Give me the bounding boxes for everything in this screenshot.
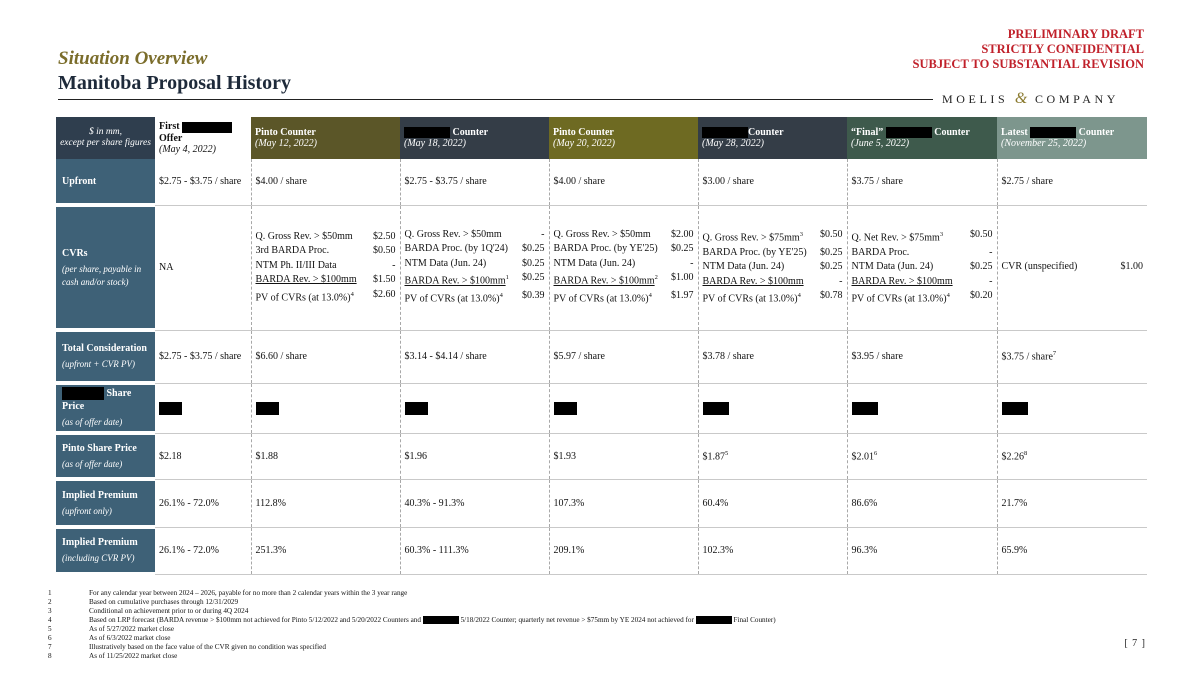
cvr-term: BARDA Rev. > $100mm: [851, 275, 953, 287]
cvr-value: $0.50: [820, 228, 843, 240]
cvr-value: $0.25: [671, 243, 694, 255]
header-first-offer: [155, 117, 251, 159]
cvr-line: [554, 257, 694, 272]
latest-counter-name-b: Counter: [1078, 126, 1115, 138]
logo-ampersand: &: [1014, 90, 1029, 107]
latest-counter-date: (November 25, 2022): [1001, 138, 1087, 150]
cvr-line: [405, 289, 545, 307]
header-label-line-2: except per share figures: [60, 138, 151, 148]
redaction-box: [886, 127, 932, 138]
cvrs-label: CVRs: [62, 247, 88, 259]
cvr-term: NTM Ph. II/III Data: [255, 259, 337, 271]
final-counter-date: (June 5, 2022): [851, 138, 910, 150]
cvr-term: PV of CVRs (at 13.0%): [702, 293, 798, 305]
premium-cvr-label: Implied Premium: [62, 537, 138, 548]
table-cell: 102.3%: [698, 527, 847, 574]
company-logo: [942, 90, 1119, 108]
counter-may18-date: (May 18, 2022): [404, 138, 466, 150]
latest-counter-name-a: Latest: [1001, 126, 1028, 138]
footnote-ref: 3: [799, 230, 803, 238]
cvr-term: PV of CVRs (at 13.0%): [255, 291, 351, 303]
header-label-cell: [56, 117, 155, 159]
footnote: [48, 625, 776, 634]
table-cell: $1.93: [549, 433, 698, 479]
total-label: Total Consideration: [62, 343, 147, 354]
table-cell: $4.00 / share: [549, 159, 698, 205]
cvr-value: $0.20: [970, 290, 993, 302]
table-cell: $2.75 - $3.75 / share: [400, 159, 549, 205]
cvr-cell-c2: [251, 205, 400, 330]
footnote-ref: 7: [1052, 350, 1057, 358]
cvr-term: NTM Data (Jun. 24): [702, 261, 785, 273]
table-cell: 107.3%: [549, 479, 698, 527]
table-cell: $5.97 / share: [549, 330, 698, 383]
pinto-price-label: Pinto Share Price: [62, 442, 137, 454]
footnote-ref: 4: [350, 290, 354, 298]
draft-line-1: PRELIMINARY DRAFT: [1007, 27, 1144, 41]
redaction-box: [405, 402, 428, 415]
cvr-value: $0.25: [522, 272, 545, 284]
cvr-term: BARDA Rev. > $100mm: [255, 274, 357, 286]
footnote-text-a: Based on LRP forecast (BARDA revenue > $100mm not achieved for Pinto 5/12/2022 and 5/20/2022 Counters and: [89, 616, 421, 624]
table-cell: 60.3% - 111.3%: [400, 527, 549, 574]
cvr-cell-c6: [847, 205, 997, 330]
cvr-line: [256, 230, 396, 245]
cvr-value: -: [839, 275, 843, 287]
redaction-box: [702, 127, 748, 138]
cvr-value: $1.50: [373, 274, 396, 286]
cvr-term: BARDA Proc. (by YE'25): [553, 243, 658, 255]
pinto-price-value: $2.01: [851, 451, 874, 463]
premium-upfront-label: Implied Premium: [62, 489, 138, 501]
cvr-value: -: [392, 259, 396, 271]
footnote: [48, 598, 776, 607]
redaction-box: [423, 616, 459, 624]
cvr-value: $0.39: [522, 290, 545, 302]
table-cell: $3.95 / share: [847, 330, 997, 383]
cvr-line: [852, 246, 993, 261]
redaction-box: [182, 122, 232, 133]
upfront-label: Upfront: [62, 175, 97, 187]
footnote-number: 6: [48, 634, 52, 642]
table-cell: $1.96: [400, 433, 549, 479]
footnote-number: 4: [48, 616, 52, 624]
row-label-total: [56, 330, 155, 383]
header-counter-may28: [698, 117, 847, 159]
cvr-cell-c7: [997, 205, 1147, 330]
table-cell: $6.60 / share: [251, 330, 400, 383]
pinto-counter-2-date: (May 20, 2022): [553, 138, 615, 149]
table-cell: [155, 383, 251, 433]
cvr-line: [852, 260, 993, 275]
cvr-value: $0.78: [820, 290, 843, 302]
footnote-ref: 4: [499, 292, 503, 300]
row-total-consideration: [56, 330, 1147, 383]
price-label: Price: [62, 401, 85, 413]
table-cell: $2.75 - $3.75 / share: [155, 159, 251, 205]
footnote-number: 2: [48, 598, 52, 606]
table-cell: 26.1% - 72.0%: [155, 479, 251, 527]
cvr-value: $1.00: [671, 272, 694, 284]
cvr-term: Q. Gross Rev. > $50mm: [553, 228, 651, 240]
footnote-number: 8: [48, 652, 52, 660]
cvr-line: [256, 259, 396, 274]
cvr-line: [703, 275, 843, 290]
table-cell: $3.00 / share: [698, 159, 847, 205]
redaction-box: [159, 402, 182, 415]
cvr-value: $0.25: [820, 246, 843, 258]
cvr-value: $0.25: [522, 243, 545, 255]
redaction-box: [1030, 127, 1076, 138]
row-label-upfront: [56, 159, 155, 205]
table-cell: [400, 383, 549, 433]
cvr-term: BARDA Proc. (by YE'25): [702, 246, 807, 258]
footnote-ref: 2: [654, 274, 658, 282]
cvr-term: Q. Gross Rev. > $75mm: [702, 232, 800, 244]
cvr-line: [554, 271, 694, 289]
table-cell: 209.1%: [549, 527, 698, 574]
cvr-term: CVR (unspecified): [1001, 261, 1078, 273]
cvrs-sublabel: (per share, payable in cash and/or stock): [62, 263, 142, 287]
footnote-text-b: 5/18/2022 Counter; quarterly net revenue > $75mm by YE 2024 not achieved for: [460, 616, 694, 624]
footnote-text: As of 6/3/2022 market close: [89, 634, 171, 642]
cvr-cell-c5: [698, 205, 847, 330]
footnote: [48, 589, 776, 598]
cvr-value: -: [541, 228, 545, 240]
cvr-value: -: [690, 257, 694, 269]
cvr-term: BARDA Proc. (by 1Q'24): [404, 243, 508, 255]
draft-line-2: STRICTLY CONFIDENTIAL: [981, 42, 1144, 56]
table-cell: [549, 383, 698, 433]
header-pinto-counter-2: [549, 117, 698, 159]
footnote-text-c: Final Counter): [733, 616, 776, 624]
footnote-number: 7: [48, 643, 52, 651]
cvr-value: $0.50: [970, 228, 993, 240]
footnote-text: As of 11/25/2022 market close: [89, 652, 178, 660]
redaction-box: [1002, 402, 1028, 415]
cvr-line: [405, 228, 545, 243]
first-offer-name-2: Offer: [159, 132, 183, 144]
footnote-ref: 4: [946, 292, 950, 300]
table-cell: $2.18: [155, 433, 251, 479]
footnote-ref: 5: [725, 449, 729, 457]
redaction-box: [852, 402, 878, 415]
header-pinto-counter-1: [251, 117, 400, 159]
total-sublabel: (upfront + CVR PV): [62, 359, 135, 369]
cvr-term: NTM Data (Jun. 24): [553, 257, 636, 269]
first-offer-name: First: [159, 121, 180, 133]
cvr-value: $0.25: [820, 261, 843, 273]
header-counter-may18: [400, 117, 549, 159]
table-cell: 40.3% - 91.3%: [400, 479, 549, 527]
cvr-value: $1.00: [1120, 261, 1143, 273]
table-cell: 26.1% - 72.0%: [155, 527, 251, 574]
footnote-number: 3: [48, 607, 52, 615]
row-label-cvrs: [56, 205, 155, 330]
cvr-line: [256, 244, 396, 259]
cvr-term: NTM Data (Jun. 24): [404, 257, 487, 269]
share-price-sublabel: (as of offer date): [62, 417, 123, 428]
final-counter-name-b: Counter: [934, 126, 970, 138]
table-cell: [698, 383, 847, 433]
footnote-ref: 4: [648, 292, 652, 300]
cvr-term: BARDA Proc.: [851, 246, 910, 258]
redaction-box: [404, 127, 450, 138]
table-cell: $3.14 - $4.14 / share: [400, 330, 549, 383]
redaction-box: [703, 402, 729, 415]
table-cell: $4.00 / share: [251, 159, 400, 205]
pinto-counter-2-name: Pinto Counter: [553, 127, 614, 138]
cvr-value: $0.25: [522, 257, 545, 269]
redaction-box: [62, 387, 104, 400]
row-label-pinto-price: [56, 433, 155, 479]
row-label-share-price: [56, 383, 155, 433]
pinto-counter-1-name: Pinto Counter: [255, 127, 316, 138]
table-cell: $1.88: [251, 433, 400, 479]
footnote-number: 5: [48, 625, 52, 633]
cvr-value: $1.97: [671, 290, 694, 302]
cvr-line: [405, 271, 545, 289]
table-cell: [997, 433, 1147, 479]
cvr-value: $0.50: [373, 245, 396, 257]
header-final-counter: [847, 117, 997, 159]
cvr-term: BARDA Rev. > $100mm: [702, 275, 804, 287]
draft-notice: [913, 27, 1144, 72]
redaction-box: [696, 616, 732, 624]
table-cell: [847, 383, 997, 433]
footnote-ref: 8: [1024, 449, 1028, 457]
cvr-line: [852, 275, 993, 290]
cvr-line: [703, 228, 843, 246]
footnote-text: Based on cumulative purchases through 12/31/2029: [89, 598, 239, 606]
footnote-text: Conditional on achievement prior to or during 4Q 2024: [89, 607, 249, 615]
table-cell: 60.4%: [698, 479, 847, 527]
pinto-counter-1-date: (May 12, 2022): [255, 138, 317, 149]
footnote-ref: 6: [874, 449, 878, 457]
section-subtitle: Situation Overview: [58, 48, 208, 69]
footnote: [48, 652, 776, 661]
cvr-value: $2.60: [373, 288, 396, 300]
pinto-price-sublabel: (as of offer date): [62, 458, 123, 469]
row-premium-upfront: [56, 479, 1147, 527]
table-cell: 96.3%: [847, 527, 997, 574]
table-cell: 86.6%: [847, 479, 997, 527]
cvr-line: [554, 242, 694, 257]
counter-may28-date: (May 28, 2022): [702, 138, 764, 150]
table-cell: 21.7%: [997, 479, 1147, 527]
cvr-line: [703, 246, 843, 261]
cvr-line: [703, 289, 843, 307]
row-premium-cvr: [56, 527, 1147, 574]
row-label-premium-cvr: [56, 527, 155, 574]
logo-left: MOELIS: [942, 92, 1009, 106]
first-offer-date: (May 4, 2022): [159, 143, 216, 155]
proposal-history-table: [56, 117, 1147, 576]
cvr-line: [405, 242, 545, 257]
cvr-value: $2.50: [373, 230, 396, 242]
cvr-value: -: [989, 275, 993, 287]
cvr-term: Q. Net Rev. > $75mm: [851, 232, 940, 244]
footnote-text: Illustratively based on the face value of the CVR given no condition was specified: [89, 643, 326, 651]
row-label-premium-upfront: [56, 479, 155, 527]
header-label-line-1: $ in mm,: [89, 127, 122, 137]
cvr-line: [1002, 260, 1144, 275]
table-cell: [698, 433, 847, 479]
table-cell: $2.75 - $3.75 / share: [155, 330, 251, 383]
cvr-term: BARDA Rev. > $100mm: [404, 275, 506, 287]
cvr-term: BARDA Rev. > $100mm: [553, 275, 655, 287]
counter-may28-name: Counter: [748, 126, 784, 138]
premium-upfront-sublabel: (upfront only): [62, 505, 112, 516]
cvr-value: $2.00: [671, 228, 694, 240]
cvr-term: PV of CVRs (at 13.0%): [404, 293, 500, 305]
table-cell: 112.8%: [251, 479, 400, 527]
table-cell: $3.78 / share: [698, 330, 847, 383]
footnotes: [48, 589, 776, 661]
footnote-text: For any calendar year between 2024 – 2026, payable for no more than 2 calendar years within the 3 year range: [89, 589, 408, 597]
cvr-line: [852, 289, 993, 307]
total-latest-value: $3.75 / share: [1001, 351, 1053, 363]
draft-line-3: SUBJECT TO SUBSTANTIAL REVISION: [912, 57, 1144, 71]
cvr-term: NTM Data (Jun. 24): [851, 261, 934, 273]
cvr-term: 3rd BARDA Proc.: [255, 245, 330, 257]
table-cell: $2.75 / share: [997, 159, 1147, 205]
table-cell: $3.75 / share: [847, 159, 997, 205]
page-title: Manitoba Proposal History: [58, 72, 291, 94]
footnote-ref: 3: [939, 230, 944, 238]
footnote-text: [89, 616, 776, 625]
row-share-price: [56, 383, 1147, 433]
cvr-cell-c3: [400, 205, 549, 330]
cvr-term: PV of CVRs (at 13.0%): [553, 293, 649, 305]
pinto-price-value: $1.87: [702, 451, 725, 463]
pinto-price-value: $2.26: [1001, 451, 1024, 463]
row-cvrs: [56, 205, 1147, 330]
footnote-number: 1: [48, 589, 52, 597]
redaction-box: [554, 402, 577, 415]
cvr-line: [256, 273, 396, 288]
logo-right: COMPANY: [1034, 92, 1120, 106]
page-number: [ 7 ]: [1124, 638, 1146, 649]
table-cell: NA: [155, 205, 251, 330]
header-latest-counter: [997, 117, 1147, 159]
cvr-term: PV of CVRs (at 13.0%): [851, 293, 947, 305]
table-cell: [847, 433, 997, 479]
cvr-term: Q. Gross Rev. > $50mm: [404, 228, 502, 240]
cvr-value: $0.25: [970, 261, 993, 273]
table-cell: [997, 330, 1147, 383]
footnote-text: As of 5/27/2022 market close: [89, 625, 175, 633]
table-header-row: [56, 117, 1147, 159]
cvr-line: [554, 289, 694, 307]
cvr-line: [852, 228, 993, 246]
premium-cvr-sublabel: (including CVR PV): [62, 553, 135, 563]
share-label: Share: [106, 387, 132, 399]
counter-may18-name: Counter: [452, 126, 489, 138]
footnote: [48, 616, 776, 625]
cvr-cell-c4: [549, 205, 698, 330]
table-cell: [997, 383, 1147, 433]
header-rule: [58, 99, 933, 100]
cvr-line: [703, 260, 843, 275]
final-counter-name-a: “Final”: [851, 126, 884, 138]
table-cell: [251, 383, 400, 433]
footnote: [48, 643, 776, 652]
cvr-line: [256, 288, 396, 306]
footnote: [48, 634, 776, 643]
cvr-line: [405, 257, 545, 272]
footnote: [48, 607, 776, 616]
cvr-value: -: [989, 246, 993, 258]
table-cell: 65.9%: [997, 527, 1147, 574]
footnote-ref: 1: [505, 274, 509, 282]
footnote-ref: 4: [797, 292, 801, 300]
cvr-line: [554, 228, 694, 243]
table-cell: 251.3%: [251, 527, 400, 574]
row-upfront: [56, 159, 1147, 205]
row-pinto-share-price: [56, 433, 1147, 479]
cvr-term: Q. Gross Rev. > $50mm: [255, 230, 353, 242]
redaction-box: [256, 402, 279, 415]
